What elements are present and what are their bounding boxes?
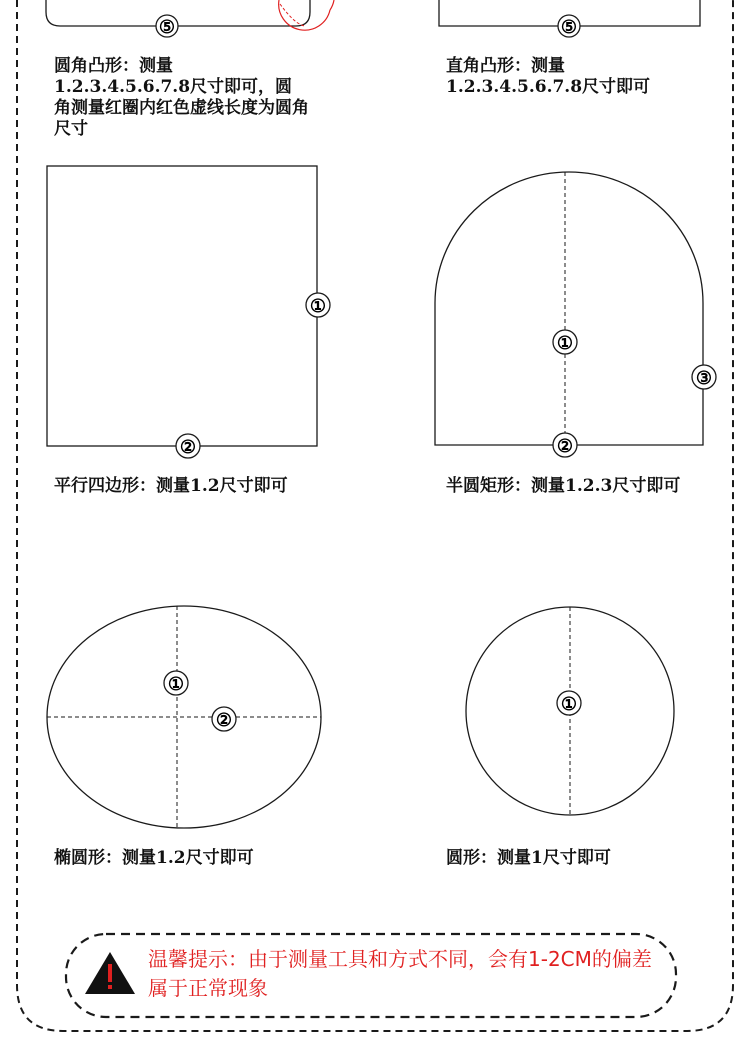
- semicircle-rectangle-shape: [435, 172, 716, 457]
- caption-right-angle-convex: 直角凸形：测量1.2.3.4.5.6.7.8尺寸即可: [446, 56, 651, 97]
- ellipse-shape: [47, 606, 321, 828]
- marker-2: ②: [556, 436, 574, 457]
- right-angle-convex-shape: [439, 0, 700, 38]
- marker-1: ①: [556, 333, 574, 354]
- marker-1: ①: [309, 296, 327, 317]
- caption-ellipse: 椭圆形：测量1.2尺寸即可: [54, 848, 254, 868]
- marker-1: ①: [560, 694, 578, 715]
- circle-shape: [466, 607, 674, 815]
- caption-parallelogram: 平行四边形：测量1.2尺寸即可: [54, 476, 288, 496]
- marker-2: ②: [215, 710, 233, 731]
- marker-1: ①: [167, 674, 185, 695]
- warning-triangle-icon: [85, 952, 135, 994]
- caption-semicircle-rect: 半圆矩形：测量1.2.3尺寸即可: [446, 476, 681, 496]
- marker-2: ②: [179, 437, 197, 458]
- outer-dashed-border: [17, 0, 733, 1031]
- caption-circle: 圆形：测量1尺寸即可: [446, 848, 611, 868]
- rounded-convex-shape: [46, 0, 334, 38]
- marker-3: ③: [695, 368, 713, 389]
- caption-rounded-convex: 圆角凸形：测量1.2.3.4.5.6.7.8尺寸即可，圆角测量红圈内红色虚线长度为圆角尺寸: [54, 56, 309, 139]
- marker-5: ⑤: [560, 17, 578, 38]
- marker-5: ⑤: [158, 17, 176, 38]
- notice-text: 温馨提示：由于测量工具和方式不同，会有1-2CM的偏差属于正常现象: [148, 947, 652, 1000]
- parallelogram-shape: [47, 166, 330, 458]
